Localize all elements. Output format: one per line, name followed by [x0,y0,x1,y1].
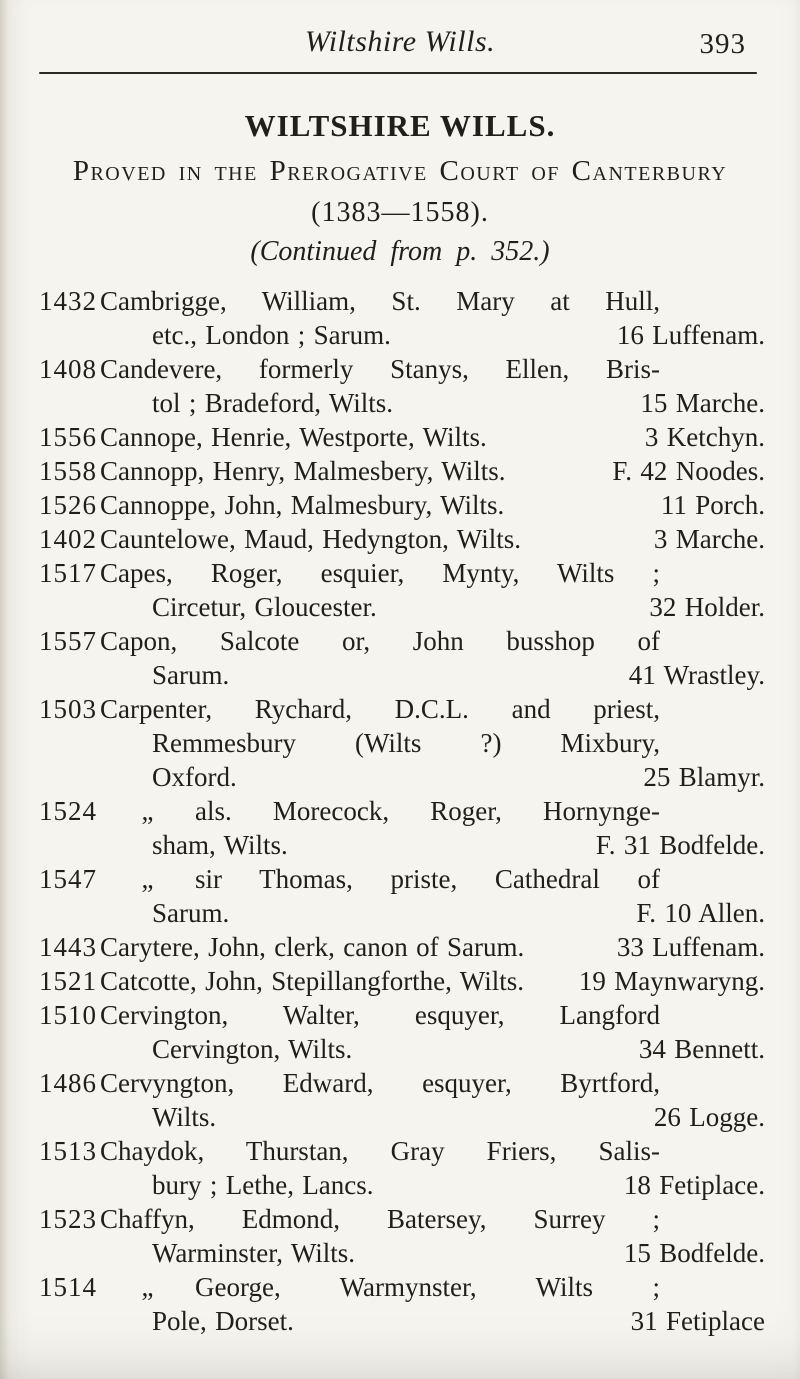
entry-reference: F. 42 Noodes. [612,456,765,486]
will-entry [39,556,765,624]
entry-year: 1524 [39,796,97,826]
entry-text: Circetur, Gloucester. [152,592,377,622]
will-entry [39,352,765,420]
entry-line [39,828,765,862]
entry-reference: 3 Marche. [653,524,765,554]
will-entry [39,1202,765,1270]
entry-line [39,692,765,726]
entry-line [39,454,765,488]
entry-year: 1523 [39,1204,97,1234]
running-header [0,0,800,59]
entry-text: etc., London ; Sarum. [152,320,391,350]
will-entry [39,1134,765,1202]
entry-line [39,624,765,658]
will-entry [39,794,765,862]
entry-line [39,794,765,828]
entry-year: 1517 [39,558,97,588]
will-entry [39,454,765,488]
entry-reference: 11 Porch. [660,490,765,520]
page-subtitle: Proved in the Prerogative Court of Canterbury [72,155,728,187]
entry-line [39,420,765,454]
entry-text: Cannope, Henrie, Westporte, Wilts. [100,422,487,452]
entry-text: Sarum. [152,898,230,928]
entry-year: 1402 [39,524,97,554]
entry-text: Cervington, Walter, esquyer, Langford [100,1000,660,1030]
entry-line [39,1270,765,1304]
entry-line [39,998,765,1032]
entry-line [39,1100,765,1134]
entry-reference: 32 Holder. [649,592,765,622]
entry-year: 1513 [39,1136,97,1166]
entry-year: 1408 [39,354,97,384]
entry-line [39,1304,765,1338]
entry-text: Remmesbury (Wilts ?) Mixbury, [152,728,660,758]
entry-year: 1547 [39,864,97,894]
entry-reference: 34 Bennett. [638,1034,765,1064]
entry-text: Cannoppe, John, Malmesbury, Wilts. [100,490,505,520]
entry-line [39,1134,765,1168]
will-entry [39,522,765,556]
entry-reference: 41 Wrastley. [628,660,765,690]
running-header-title: Wiltshire Wills. [304,25,496,58]
will-entry [39,964,765,998]
entry-year: 1503 [39,694,97,724]
entry-text: Oxford. [152,762,237,792]
entry-line [39,964,765,998]
entry-year: 1443 [39,932,97,962]
entry-line [39,318,765,352]
will-entry [39,930,765,964]
entry-text: Chaffyn, Edmond, Batersey, Surrey ; [100,1204,660,1234]
entry-text: als. Morecock, Roger, Hornynge- [195,796,660,826]
entry-line [39,1066,765,1100]
entry-year: 1510 [39,1000,97,1030]
page-title: WILTSHIRE WILLS. [244,108,556,143]
entry-text: Candevere, formerly Stanys, Ellen, Bris- [100,354,660,384]
entry-text: sir Thomas, priste, Cathedral of [195,864,660,894]
will-entry [39,420,765,454]
entry-text: Cauntelowe, Maud, Hedyngton, Wilts. [100,524,521,554]
entry-line [39,896,765,930]
entry-reference: 16 Luffenam. [616,320,765,350]
entry-line [39,726,765,760]
entry-text: Cervyngton, Edward, esquyer, Byrtford, [100,1068,660,1098]
entry-text: Cambrigge, William, St. Mary at Hull, [100,286,660,316]
entry-year: 1558 [39,456,97,486]
entry-text: Capes, Roger, esquier, Mynty, Wilts ; [100,558,660,588]
header-rule [39,72,757,74]
entry-text: Warminster, Wilts. [152,1238,355,1268]
entry-text: Cannopp, Henry, Malmesbery, Wilts. [100,456,506,486]
entry-reference: F. 10 Allen. [636,898,765,928]
entry-line [39,284,765,318]
entry-line [39,1202,765,1236]
entry-line [39,590,765,624]
entry-reference: 25 Blamyr. [643,762,765,792]
continuation-note: (Continued from p. 352.) [250,236,550,267]
entry-text: bury ; Lethe, Lancs. [152,1170,374,1200]
entry-year: 1526 [39,490,97,520]
entry-text: Carpenter, Rychard, D.C.L. and priest, [100,694,660,724]
entry-line [39,930,765,964]
entry-line [39,1032,765,1066]
entry-reference: 19 Maynwaryng. [578,966,765,996]
wills-list [0,284,800,1338]
entry-line [39,658,765,692]
entry-reference: 18 Fetiplace. [623,1170,765,1200]
entry-year: 1514 [39,1272,97,1302]
entry-text: George, Warmynster, Wilts ; [195,1272,660,1302]
entry-text: tol ; Bradeford, Wilts. [152,388,393,418]
entry-reference: 15 Marche. [640,388,765,418]
will-entry [39,1066,765,1134]
entry-line [39,352,765,386]
entry-reference: 3 Ketchyn. [644,422,765,452]
entry-year: 1557 [39,626,97,656]
entry-year: 1521 [39,966,97,996]
entry-year: 1486 [39,1068,97,1098]
entry-reference: 33 Luffenam. [616,932,765,962]
entry-line [39,862,765,896]
entry-year: 1556 [39,422,97,452]
entry-reference: 15 Bodfelde. [623,1238,765,1268]
ditto-mark: „ [141,796,154,826]
entry-text: Catcotte, John, Stepillangforthe, Wilts. [100,966,524,996]
entry-line [39,760,765,794]
entry-year: 1432 [39,286,97,316]
ditto-mark: „ [141,1272,154,1302]
entry-text: Pole, Dorset. [152,1306,294,1336]
will-entry [39,1270,765,1338]
entry-text: Carytere, John, clerk, canon of Sarum. [100,932,525,962]
entry-line [39,386,765,420]
entry-text: Chaydok, Thurstan, Gray Friers, Salis- [100,1136,660,1166]
date-range: (1383—1558). [311,197,489,228]
entry-line [39,522,765,556]
entry-line [39,1168,765,1202]
entry-text: sham, Wilts. [152,830,288,860]
entry-reference: 26 Logge. [653,1102,765,1132]
will-entry [39,284,765,352]
page-number: 393 [699,28,746,60]
will-entry [39,862,765,930]
entry-reference: 31 Fetiplace [630,1306,765,1336]
entry-line [39,556,765,590]
will-entry [39,624,765,692]
entry-line [39,488,765,522]
entry-text: Capon, Salcote or, John busshop of [100,626,660,656]
entry-text: Sarum. [152,660,230,690]
ditto-mark: „ [141,864,154,894]
will-entry [39,998,765,1066]
entry-reference: F. 31 Bodfelde. [595,830,765,860]
entry-line [39,1236,765,1270]
will-entry [39,692,765,794]
entry-text: Wilts. [152,1102,217,1132]
entry-text: Cervington, Wilts. [152,1034,353,1064]
will-entry [39,488,765,522]
